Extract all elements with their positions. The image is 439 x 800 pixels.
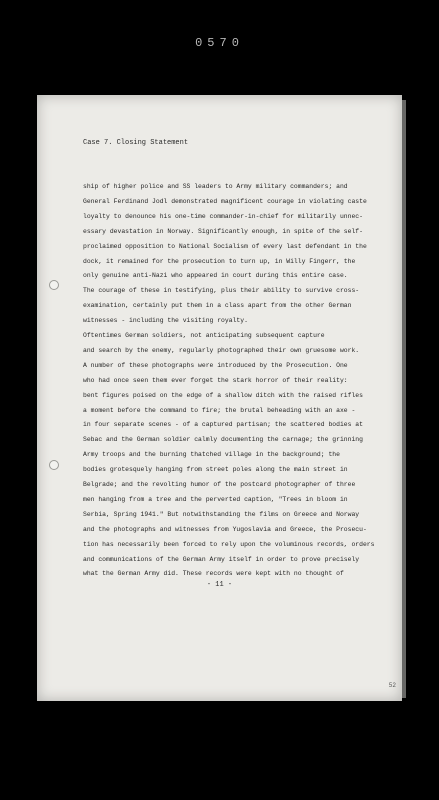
text-line: only genuine anti-Nazi who appeared in court during this entire case. <box>83 272 348 280</box>
text-line: General Ferdinand Jodl demonstrated magnificent courage in violating caste <box>83 197 367 205</box>
text-line: who had once seen them ever forget the stark horror of their reality: <box>83 376 348 384</box>
text-line: and the photographs and witnesses from Yugoslavia and Greece, the Prosecu- <box>83 525 367 533</box>
frame-number: 0570 <box>195 36 244 50</box>
text-line: Belgrade; and the revolting humor of the postcard photographer of three <box>83 481 356 488</box>
text-line: loyalty to denounce his one-time commander-in-chief for militarily unnec- <box>83 212 363 220</box>
page-heading: Case 7. Closing Statement <box>83 139 189 147</box>
text-line: examination, certainly put them in a class apart from the other German <box>83 302 352 310</box>
text-line: Army troops and the burning thatched village in the background; the <box>83 451 340 459</box>
text-line: tion has necessarily been forced to rely upon the voluminous records, orders <box>83 540 375 548</box>
text-line: Serbia, Spring 1941." But notwithstanding the films on Greece and Norway <box>83 510 360 518</box>
text-line: what the German Army did. These records were kept with no thought of <box>83 570 344 578</box>
text-line: ship of higher police and SS leaders to Army military commanders; and <box>83 183 348 190</box>
punch-hole-upper <box>49 280 59 290</box>
text-line: a moment before the command to fire; the brutal beheading with an axe - <box>83 406 356 414</box>
text-line: witnesses - including the visiting royalty. <box>83 317 248 325</box>
text-line: Sebac and the German soldier calmly documenting the carnage; the grinning <box>83 436 363 444</box>
text-line: essary devastation in Norway. Significantly enough, in spite of the self- <box>83 227 363 235</box>
text-line: men hanging from a tree and the perverted caption, "Trees in bloom in <box>83 495 348 503</box>
text-line: proclaimed opposition to National Socialism of every last defendant in the <box>83 242 367 250</box>
punch-hole-lower <box>49 460 59 470</box>
document-page <box>37 95 402 701</box>
text-line: A number of these photographs were introduced by the Prosecution. One <box>83 361 348 369</box>
sheet-edge <box>400 100 406 698</box>
text-line: The courage of these in testifying, plus their ability to survive cross- <box>83 287 360 295</box>
text-line: bodies grotesquely hanging from street poles along the main street in <box>83 466 348 474</box>
text-line: Oftentimes German soldiers, not anticipating subsequent capture <box>83 332 325 339</box>
corner-mark: 52 <box>388 682 396 689</box>
page-number: - 11 - <box>206 581 233 589</box>
text-line: in four separate scenes - of a captured partisan; the scattered bodies at <box>83 421 363 429</box>
text-line: bent figures poised on the edge of a shallow ditch with the raised rifles <box>83 391 363 399</box>
text-line: dock, it remained for the prosecution to turn up, in Willy Fingerr, the <box>83 257 356 265</box>
text-line: and search by the enemy, regularly photographed their own gruesome work. <box>83 346 360 354</box>
text-line: and communications of the German Army itself in order to prove precisely <box>83 555 360 563</box>
